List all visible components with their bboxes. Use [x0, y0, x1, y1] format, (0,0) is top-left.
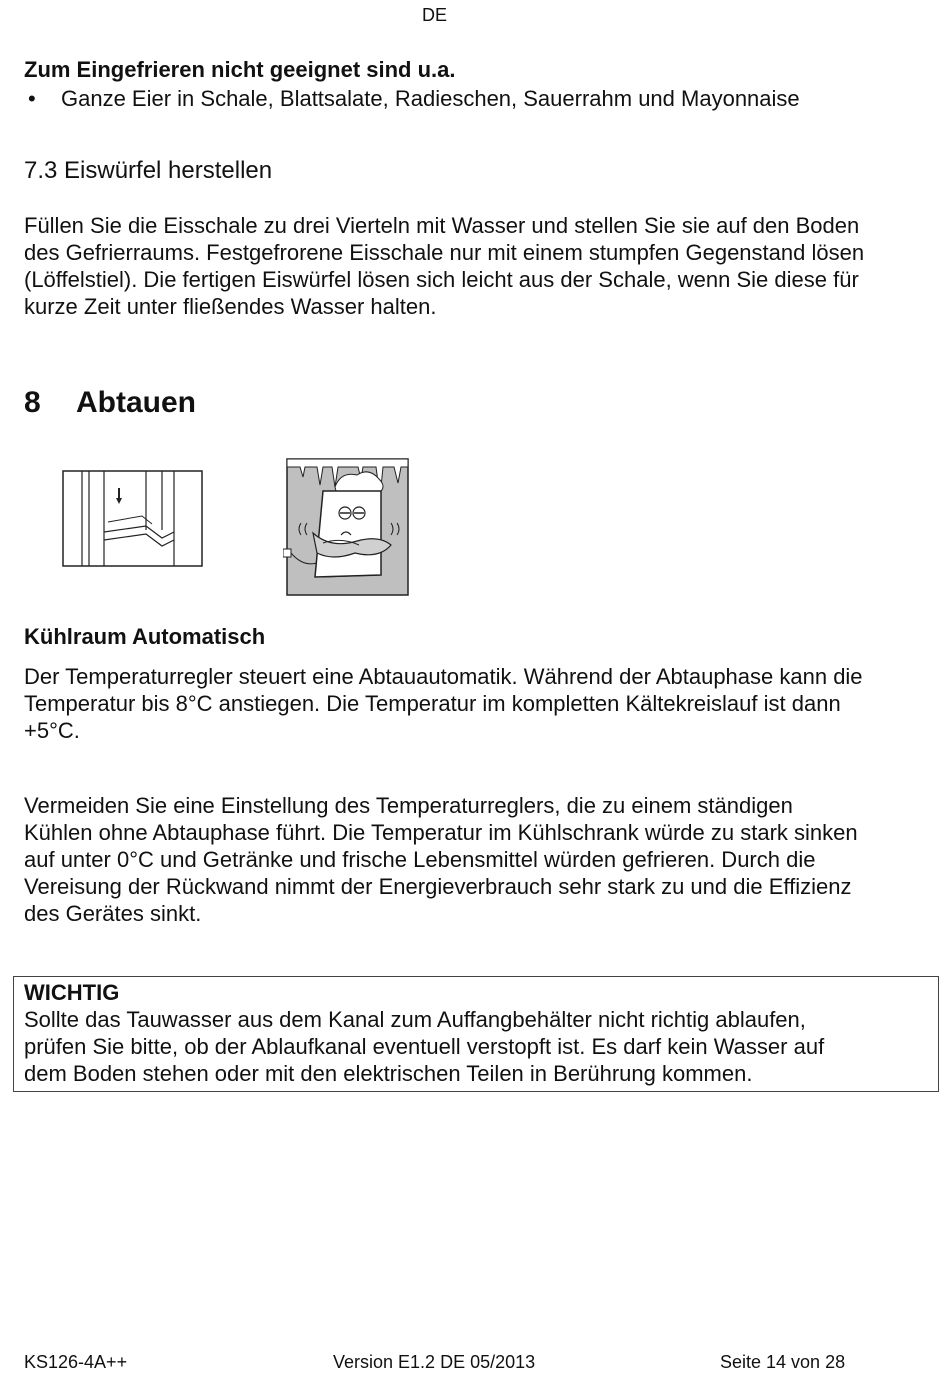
paragraph-line: kurze Zeit unter fließendes Wasser halten.	[24, 294, 437, 319]
freeze-unsuitable-list-item	[24, 86, 800, 112]
freeze-unsuitable-title: Zum Eingefrieren nicht geeignet sind u.a.	[24, 57, 456, 82]
paragraph-line: des Gerätes sinkt.	[24, 901, 202, 926]
paragraph-line: Der Temperaturregler steuert eine Abtauautomatik. Während der Abtauphase kann die	[24, 664, 863, 689]
paragraph-line: Vereisung der Rückwand nimmt der Energieverbrauch sehr stark zu und die Effizienz	[24, 874, 852, 899]
paragraph-line: auf unter 0°C und Getränke und frische Lebensmittel würden gefrieren. Durch die	[24, 847, 816, 872]
page-language-tag: DE	[422, 5, 448, 25]
footer-page-number: Seite 14 von 28	[720, 1352, 846, 1372]
chapter-heading-defrost	[24, 386, 196, 420]
important-notice-box	[13, 976, 939, 1092]
footer-version: Version E1.2 DE 05/2013	[333, 1352, 536, 1372]
ice-cubes-paragraph	[24, 212, 929, 320]
fridge-drain-channel-icon	[62, 470, 204, 573]
subheading-cooling-automatic: Kühlraum Automatisch	[24, 624, 266, 649]
paragraph-line: Füllen Sie die Eisschale zu drei Vierteln mit Wasser und stellen Sie sie auf den Boden	[24, 213, 860, 238]
bullet-icon: •	[28, 86, 36, 111]
paragraph-line: des Gefrierraums. Festgefrorene Eisschale nur mit einem stumpfen Gegenstand lösen	[24, 240, 865, 265]
paragraph-line: +5°C.	[24, 718, 80, 743]
notice-line: Sollte das Tauwasser aus dem Kanal zum Auffangbehälter nicht richtig ablaufen,	[24, 1007, 806, 1032]
chapter-title: Abtauen	[76, 386, 196, 419]
paragraph-line: Temperatur bis 8°C anstiegen. Die Temperatur im kompletten Kältekreislauf ist dann	[24, 691, 841, 716]
paragraph-line: Kühlen ohne Abtauphase führt. Die Temperatur im Kühlschrank würde zu stark sinken	[24, 820, 858, 845]
notice-title: WICHTIG	[24, 980, 120, 1005]
paragraph-line: (Löffelstiel). Die fertigen Eiswürfel lösen sich leicht aus der Schale, wenn Sie diese für	[24, 267, 859, 292]
list-item-text: Ganze Eier in Schale, Blattsalate, Radieschen, Sauerrahm und Mayonnaise	[61, 86, 800, 111]
defrost-paragraph-2	[24, 792, 934, 927]
section-heading-ice-cubes: 7.3 Eiswürfel herstellen	[24, 157, 273, 184]
footer-model: KS126-4A++	[24, 1352, 128, 1372]
frozen-fridge-character-icon	[283, 457, 411, 604]
notice-line: prüfen Sie bitte, ob der Ablaufkanal eventuell verstopft ist. Es darf kein Wasser auf	[24, 1034, 825, 1059]
paragraph-line: Vermeiden Sie eine Einstellung des Temperaturreglers, die zu einem ständigen	[24, 793, 793, 818]
chapter-number: 8	[24, 386, 41, 419]
defrost-paragraph-1	[24, 663, 934, 744]
notice-line: dem Boden stehen oder mit den elektrischen Teilen in Berührung kommen.	[24, 1061, 753, 1086]
